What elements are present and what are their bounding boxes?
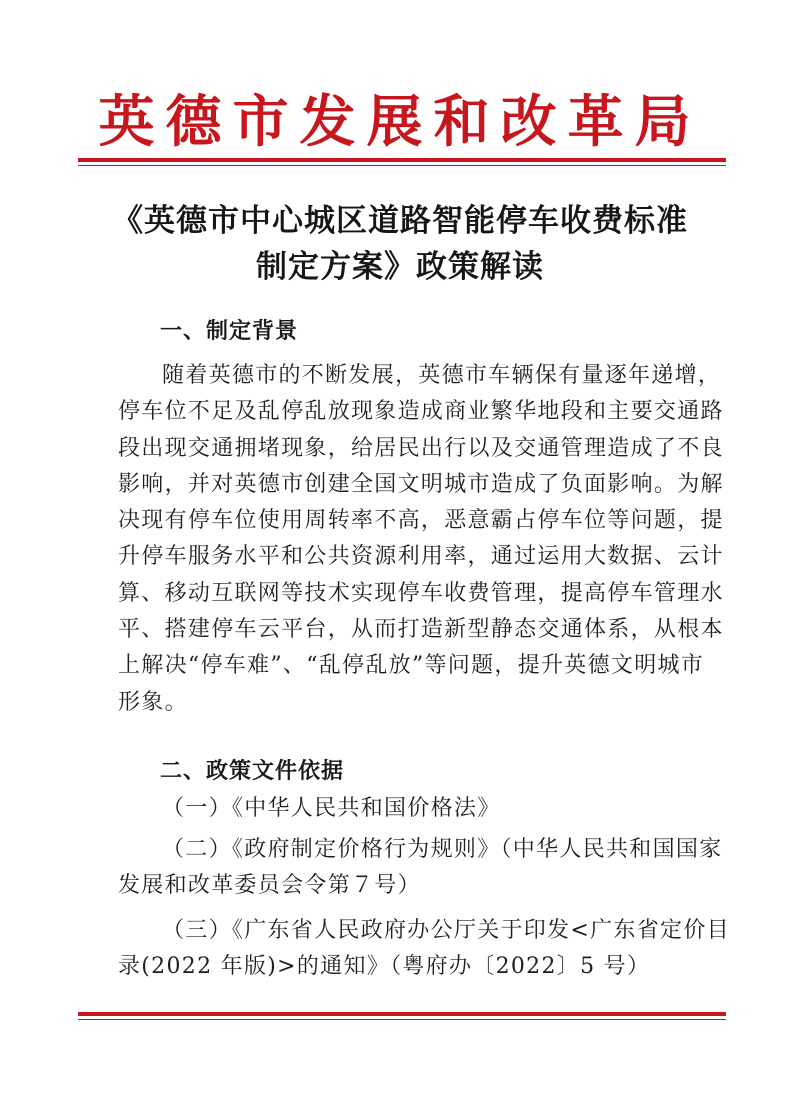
paragraph-line: 平、搭建停车云平台，从而打造新型静态交通体系，从根本 (118, 617, 724, 643)
document-title (90, 198, 710, 290)
organization-header: 英德市发展和改革局 (98, 89, 702, 155)
policy-basis-item-1 (118, 791, 690, 827)
paragraph-line: 决现有停车位使用周转率不高，恶意霸占停车位等问题，提 (118, 508, 724, 534)
paragraph-line: 段出现交通拥堵现象，给居民出行以及交通管理造成了不良 (118, 435, 724, 461)
paragraph-line: 影响，并对英德市创建全国文明城市造成了负面影响。为解 (118, 471, 724, 497)
header-red-rule (78, 158, 726, 166)
policy-basis-line: （二）《政府制定价格行为规则》（中华人民共和国国家 (162, 837, 723, 862)
policy-basis-line: 录(2022 年版)>的通知》（粤府办〔2022〕5 号） (118, 954, 651, 980)
document-title-line-2: 制定方案》政策解读 (256, 249, 544, 285)
footer-red-rule (78, 1012, 726, 1020)
policy-basis-line: （一）《中华人民共和国价格法》 (162, 796, 501, 821)
policy-basis-line: （三）《广东省人民政府办公厅关于印发<广东省定价目 (162, 918, 730, 943)
policy-basis-item-3 (118, 913, 730, 986)
section-heading-background: 一、制定背景 (160, 319, 299, 344)
section-heading-policy-basis: 二、政策文件依据 (160, 759, 345, 784)
document-title-line-1: 《英德市中心城区道路智能停车收费标准 (112, 203, 688, 239)
policy-basis-line: 发展和改革委员会令第７号） (118, 873, 421, 899)
paragraph-line: 升停车服务水平和公共资源利用率，通过运用大数据、云计 (118, 544, 724, 570)
paragraph-line: 算、移动互联网等技术实现停车收费管理，提高停车管理水 (118, 580, 724, 606)
paragraph-line: 上解决“停车难”、“乱停乱放”等问题，提升英德文明城市 (118, 653, 705, 679)
policy-basis-item-2 (118, 832, 723, 905)
background-paragraph (118, 358, 724, 721)
paragraph-line: 形象。 (118, 689, 188, 715)
paragraph-line: 停车位不足及乱停乱放现象造成商业繁华地段和主要交通路 (118, 399, 724, 425)
paragraph-line: 随着英德市的不断发展，英德市车辆保有量逐年递增， (162, 363, 722, 388)
